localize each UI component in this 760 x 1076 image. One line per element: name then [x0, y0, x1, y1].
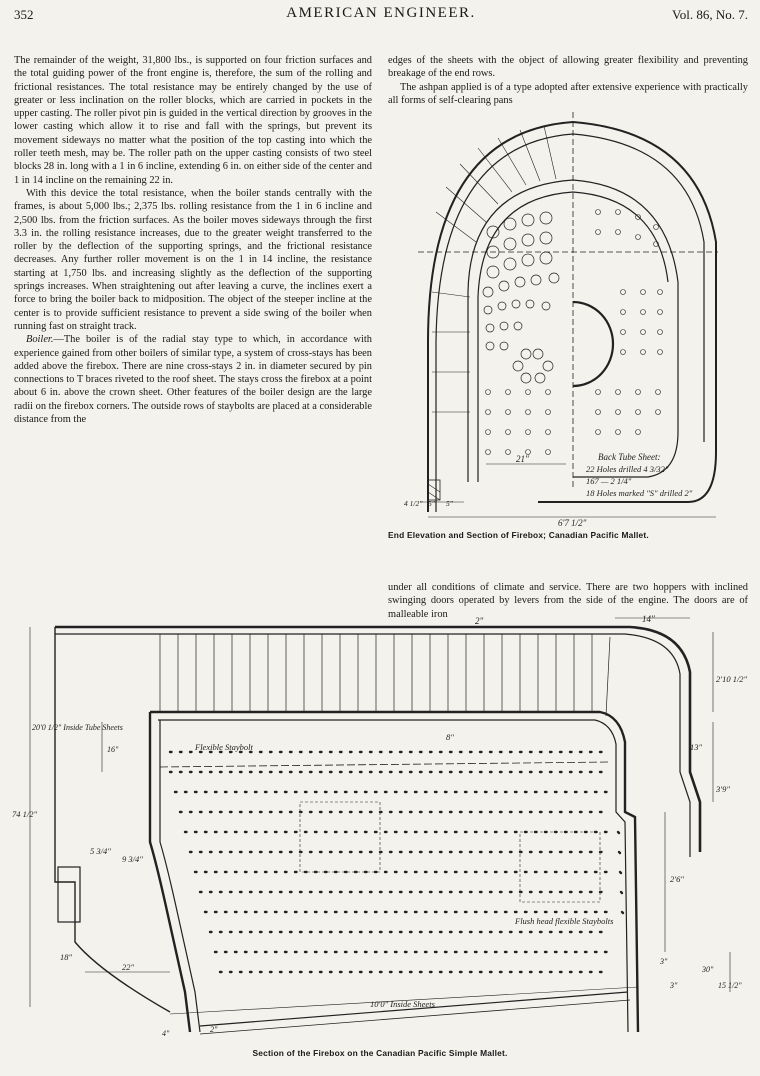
label-dim-3b: 3" — [670, 981, 678, 990]
label-dim-2: 2" — [210, 1025, 218, 1034]
page-header — [14, 5, 748, 25]
label-dim-21: 21" — [516, 454, 529, 464]
label-holes-3: 18 Holes marked "S" drilled 2" — [586, 488, 693, 498]
label-dim-14: 14" — [642, 614, 655, 624]
label-dim-small-b: 5" — [428, 499, 435, 508]
figure-caption-bottom: Section of the Firebox on the Canadian Pacific Simple Mallet. — [252, 1048, 508, 1058]
label-dim-16: 16" — [107, 745, 119, 754]
label-flexible-staybolt: Flexible Staybolt — [195, 742, 253, 752]
label-inside-sheets: 10'0" Inside Sheets — [370, 999, 435, 1009]
label-back-tube-sheet: Back Tube Sheet: — [598, 452, 661, 462]
label-top-spacing: 2" — [475, 616, 484, 626]
label-dim-width: 6'7 1/2" — [558, 518, 587, 528]
label-dim-4: 4" — [162, 1029, 170, 1038]
paragraph: The ashpan applied is of a type adopted after extensive experience with practically all forms of self-clearing pans — [388, 81, 748, 106]
firebox-section-figure — [10, 612, 750, 1042]
label-dim-small-c: 5" — [446, 499, 453, 508]
figure-caption-top: End Elevation and Section of Firebox; Canadian Pacific Mallet. — [388, 530, 649, 540]
label-inside-tube-sheets: 20'0 1/2" Inside Tube Sheets — [32, 723, 123, 732]
label-dim-8: 8" — [446, 732, 454, 742]
boiler-heading: Boiler. — [26, 334, 54, 346]
label-dim-30: 30" — [702, 965, 714, 974]
paragraph: under all conditions of climate and service. There are two hoppers with inclined swinging doors operated by levers from the side of the engine. The doors are of malleable iron — [388, 582, 748, 620]
paragraph: The remainder of the weight, 31,800 lbs., is supported on four friction surfaces and the total guiding power of the front engine is, therefore, the sum of the rolling and frictional resistances. The total resistance may be entirely changed by the use of greater or less inclination on the roller blocks, which are carried in pockets in the upper casting. The roller pivot pin is guided in the vertical direction by grooves in the lower casting which allow it to rise and fall with the springs, but prevent its movement sideways no matter what the position of the top casting into which the roller teeth mesh, may be. The roller path on the upper casting consists of two steel blocks 28 in. long with a 1 in 6 incline, extending 6 in. on either side of the center and 1 in 14 incline on the remaining 22 in. — [14, 55, 372, 186]
label-holes-2: 167 — 2 1/4" — [586, 476, 632, 486]
left-column — [14, 54, 372, 426]
label-dim-2-10: 2'10 1/2" — [716, 674, 748, 684]
label-dim-3-9: 3'9" — [716, 784, 730, 794]
label-dim-small-a: 4 1/2" — [404, 499, 423, 508]
label-dim-15: 15 1/2" — [718, 981, 742, 990]
volume-issue: Vol. 86, No. 7. — [672, 7, 748, 22]
page-number: 352 — [14, 7, 34, 22]
boiler-paragraph — [14, 333, 372, 426]
paragraph: With this device the total resistance, when the boiler stands centrally with the frames, is about 5,000 lbs.; 2,375 lbs. rolling resistance from the 1 in 6 incline and 2,500 lbs. from the friction surfaces. As the boiler moves sideways through the first 3.3 in. the rolling resistance increases, due to the greater weight transferred to the roller by the deflection of the supporting springs, and the frictional resistance decreases. Any further roller movement is on the 1 in 14 incline, the resistance starting at 1,750 lbs. and increasing slightly as the deflection of the supporting springs increases. When straightening out after leaving a curve, the inclines exert a force to bring the boiler back to midposition. The object of the steeper incline at the center is to provide sufficient resistance to prevent a side swing of the boiler when running fast on straight track. — [14, 187, 372, 332]
label-dim-18: 18" — [60, 952, 73, 962]
label-holes-1: 22 Holes drilled 4 3/32" — [586, 464, 669, 474]
end-elevation-figure — [398, 92, 728, 532]
label-flush-head: Flush head flexible Staybolts — [515, 916, 614, 926]
boiler-text: —The boiler is of the radial stay type to which, in accordance with experience gained from other boilers of similar type, a system of cross-stays has been added above the firebox. There are nine cross-stays 2 in. in diameter secured by pin connections to T braces riveted to the roof sheet. The stays cross the firebox at a point about 6 in. above the crown sheet. Other features of the boiler design are the large radii on the firebox corners. The outside rows of staybolts are placed at a considerable distance from the — [14, 334, 372, 426]
label-dim-22: 22" — [122, 962, 135, 972]
label-dim-5-3: 5 3/4" — [90, 846, 111, 856]
label-dim-9-3: 9 3/4" — [122, 854, 143, 864]
label-dim-13: 13" — [690, 742, 703, 752]
label-dim-74: 74 1/2" — [12, 809, 38, 819]
label-dim-2-6: 2'6" — [670, 874, 684, 884]
label-dim-3a: 3" — [660, 957, 668, 966]
paragraph: edges of the sheets with the object of allowing greater flexibility and preventing breakage of the end rows. — [388, 55, 748, 80]
journal-title: AMERICAN ENGINEER. — [286, 5, 476, 21]
